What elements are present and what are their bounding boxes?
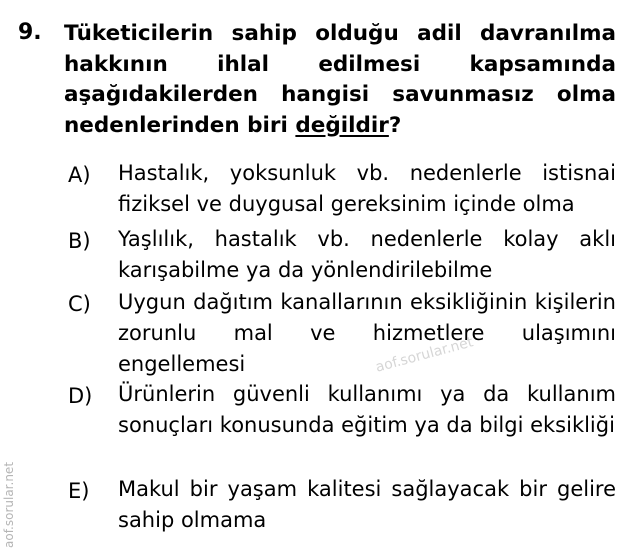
watermark-side: aof.sorular.net (2, 461, 16, 548)
option-d-letter: D) (68, 384, 93, 408)
question-number: 9. (18, 20, 42, 45)
option-d-text: Ürünlerin güvenli kullanımı ya da kullanım sonuçları konusunda eğitim ya da bilgi eksikliği (118, 382, 616, 437)
option-c-letter: C) (68, 292, 91, 316)
question-stem-negation: değildir (295, 112, 389, 138)
option-a-text: Hastalık, yoksunluk vb. nedenlerle istisnai fiziksel ve duygusal gereksinim içinde olma (118, 161, 616, 216)
option-e-letter: E) (68, 479, 90, 503)
option-a-letter: A) (68, 163, 91, 187)
question-stem-mark: ? (388, 112, 402, 138)
option-c-text: Uygun dağıtım kanallarının eksikliğinin kişilerin zorunlu mal ve hizmetlere ulaşımını engellemesi (118, 290, 616, 376)
watermark-center: aof.sorular.net (373, 334, 476, 376)
question-stem (64, 19, 616, 141)
option-e-text: Makul bir yaşam kalitesi sağlayacak bir gelire sahip olmama (118, 477, 616, 532)
option-b-text: Yaşlılık, hastalık vb. nedenlerle kolay aklı karışabilme ya da yönlendirilebilme (118, 227, 616, 282)
option-b-letter: B) (68, 229, 91, 253)
question-stem-text: Tüketicilerin sahip olduğu adil davranılma hakkının ihlal edilmesi kapsamında aşağıdakilerden hangisi savunmasız olma nedenlerinden biri (64, 21, 616, 138)
